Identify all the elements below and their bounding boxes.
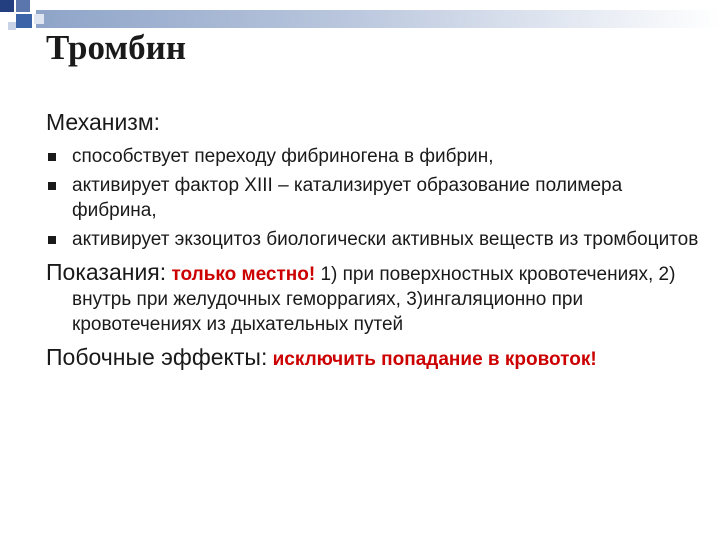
square-bullet-icon: [48, 236, 56, 244]
list-item-text: активирует экзоцитоз биологически активных веществ из тромбоцитов: [72, 229, 699, 250]
square-bullet-icon: [48, 182, 56, 190]
side-effects-section: [46, 345, 706, 372]
list-item-text: активирует фактор XIII – катализирует образование полимера фибрина,: [72, 175, 623, 221]
list-item-text: способствует переходу фибриногена в фибрин,: [72, 146, 494, 167]
indications-emphasis: только местно!: [171, 264, 316, 285]
header-gradient-bar: [36, 10, 720, 28]
mechanism-list: [46, 144, 706, 252]
slide-title: Тромбин: [46, 28, 186, 67]
square-bullet-icon: [48, 153, 56, 161]
slide-content: [46, 108, 706, 372]
side-effects-emphasis: исключить попадание в кровоток!: [272, 349, 597, 370]
indications-text: 1) при поверхностных кровотечениях, 2) внутрь при желудочных геморрагиях, 3)ингаляционно при кровотечениях из дыхательных путей: [72, 264, 676, 335]
indications-label: Показания:: [46, 259, 167, 285]
list-item: [46, 227, 706, 252]
mechanism-heading: Механизм:: [46, 109, 161, 135]
side-effects-label: Побочные эффекты:: [46, 344, 268, 370]
list-item: [46, 173, 706, 223]
list-item: [46, 144, 706, 169]
indications-section: [46, 260, 706, 337]
